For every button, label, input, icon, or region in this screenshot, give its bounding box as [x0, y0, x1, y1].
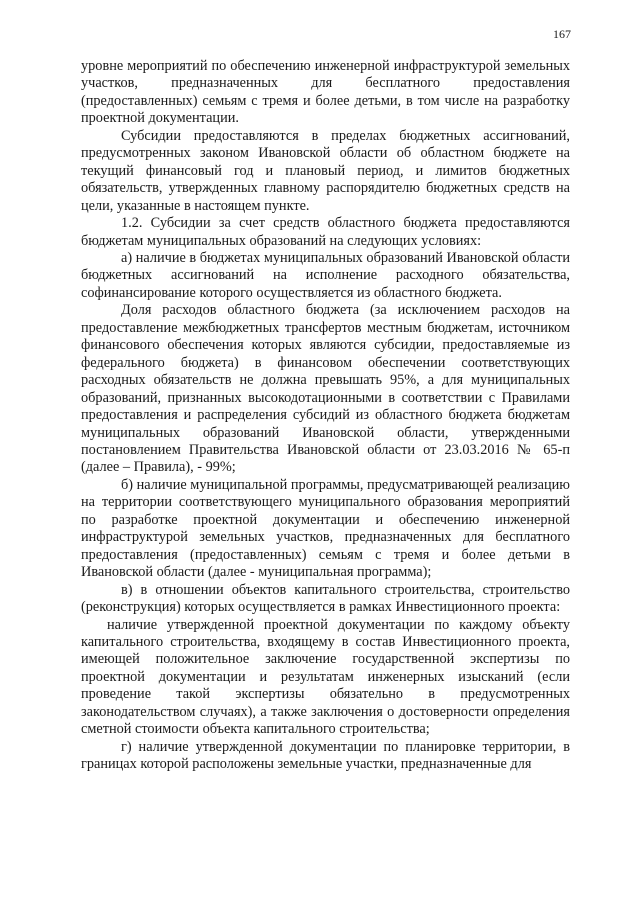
- paragraph-condition-b: б) наличие муниципальной программы, предусматривающей реализацию на территории соответствующего муниципального образования мероприятий по разработке проектной документации и обеспечению инженерной инфраструктурой земельных участков, предназначенных для бесплатного предоставления (предоставленных) семьям с тремя и более детьми в Ивановской области (далее - муниципальная программа);: [81, 476, 570, 581]
- paragraph-condition-a: а) наличие в бюджетах муниципальных образований Ивановской области бюджетных ассигнований на исполнение расходного обязательства, софинансирование которого осуществляется из областного бюджета.: [81, 249, 570, 301]
- document-body: [81, 58, 570, 774]
- paragraph-budget-share: Доля расходов областного бюджета (за исключением расходов на предоставление межбюджетных трансфертов местным бюджетам, источником финансового обеспечения которых являются субсидии, предоставляемые из федерального бюджета) в финансовом обеспечении соответствующих расходных обязательств не должна превышать 95%, а для муниципальных образований, признанных высокодотационными в соответствии с Правилами предоставления и распределения субсидий из областного бюджета бюджетам муниципальных образований Ивановской области, утвержденными постановлением Правительства Ивановской области от 23.03.2016 № 65-п (далее – Правила), - 99%;: [81, 302, 570, 476]
- paragraph-condition-d: г) наличие утвержденной документации по планировке территории, в границах которой расположены земельные участки, предназначенные для: [81, 738, 570, 773]
- paragraph-subsidies-limits: Субсидии предоставляются в пределах бюджетных ассигнований, предусмотренных законом Ивановской области об областном бюджете на текущий финансовый год и плановый период, и лимитов бюджетных обязательств, утвержденных главному распорядителю бюджетных средств на цели, указанные в настоящем пункте.: [81, 127, 570, 214]
- page-number: 167: [553, 27, 571, 41]
- paragraph-project-documentation: наличие утвержденной проектной документации по каждому объекту капитального строительства, входящему в состав Инвестиционного проекта, имеющей положительное заключение государственной экспертизы по проектной документации и результатам инженерных изысканий (если проведение такой экспертизы обязательно в предусмотренных законодательством случаях), а также заключения о достоверности определения сметной стоимости объекта капитального строительства;: [81, 616, 570, 738]
- paragraph-section-1-2: 1.2. Субсидии за счет средств областного бюджета предоставляются бюджетам муниципальных образований на следующих условиях:: [81, 215, 570, 249]
- paragraph-infrastructure-continuation: уровне мероприятий по обеспечению инженерной инфраструктурой земельных участков, предназначенных для бесплатного предоставления (предоставленных) семьям с тремя и более детьми, в том числе на разработку проектной документации.: [81, 58, 570, 127]
- paragraph-condition-c: в) в отношении объектов капитального строительства, строительство (реконструкция) которых осуществляется в рамках Инвестиционного проекта:: [81, 581, 570, 616]
